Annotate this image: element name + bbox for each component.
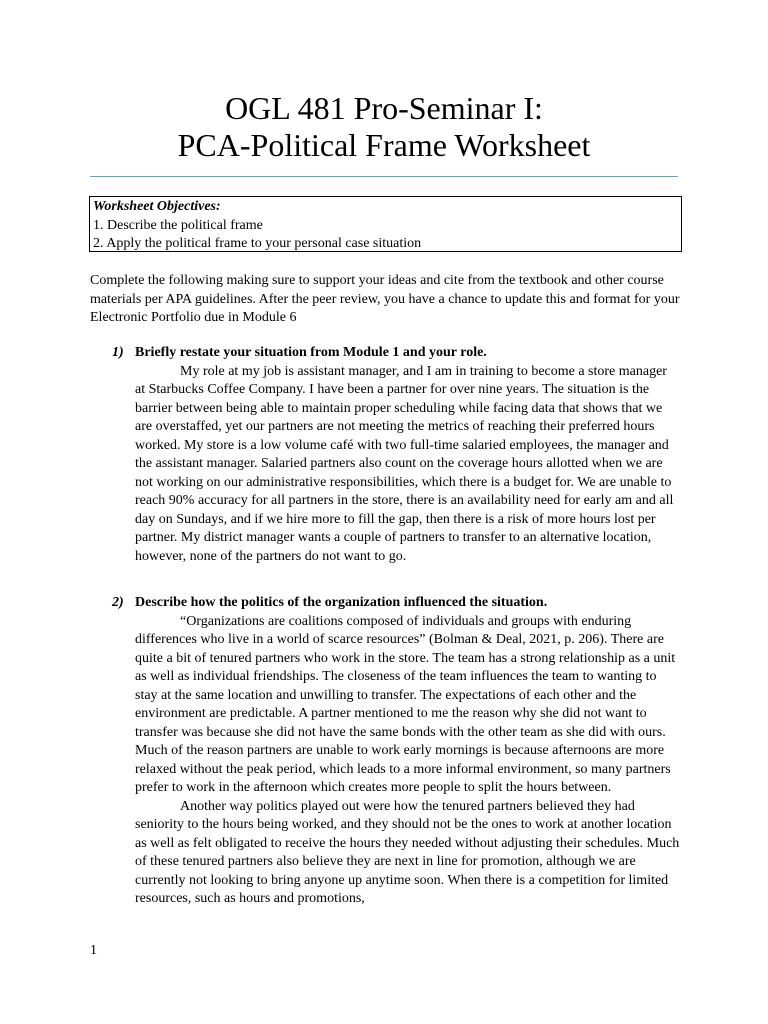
answer-paragraph: My role at my job is assistant manager, and I am in training to become a store manager at Starbucks Coffee Company. I have been a partner for over nine years. The situation is the barrier between being able to maintain proper scheduling while facing data that shows that we are overstaffed, yet our partners are not meeting the metrics of reaching their preferred hours worked. My store is a low volume café with two full-time salaried employees, the manager and the assistant manager. Salaried partners also count on the coverage hours allotted when we are not working on our administrative responsibilities, which there is a budget for. We are unable to reach 90% accuracy for all partners in the store, there is an availability need for early am and all day on Sundays, and if we hire more to fill the gap, then there is a risk of more hours lost per partner. My district manager wants a couple of partners to transfer to an alternative location, however, none of the partners do not want to go. xyxy=(135,363,674,564)
instructions-paragraph: Complete the following making sure to support your ideas and cite from the textbook and other course materials per APA guidelines. After the peer review, you have a chance to update this and format for your Electronic Portfolio due in Module 6 xyxy=(90,273,680,325)
answer-paragraph: Another way politics played out were how the tenured partners believed they had seniority to the hours being worked, and they should not be the ones to work at another location as well as felt obligated to receive the hours they needed without adjusting their schedules. Much of these tenured partners also believe they are next in line for promotion, although we are currently not looking to bring anyone up anytime soon. When there is a competition for limited resources, such as hours and promotions, xyxy=(135,798,680,906)
question-number: 1) xyxy=(112,345,124,360)
question-1 xyxy=(90,344,680,566)
document-title xyxy=(90,90,678,164)
objective-item: 1. Describe the political frame xyxy=(93,217,263,233)
page-number: 1 xyxy=(90,943,97,958)
title-line-1: OGL 481 Pro-Seminar I: xyxy=(225,90,543,126)
answer-paragraph: “Organizations are coalitions composed of individuals and groups with enduring differences who live in a world of scarce resources” (Bolman & Deal, 2021, p. 206). There are quite a bit of tenured partners who work in the store. The team has a strong relationship as a unit as well as individual friendships. The closeness of the team influences the team to wanting to stay at the same location and unwilling to transfer. The expectations of each other and the environment are predictable. A partner mentioned to me the reason why she did not want to transfer was because she did not have the same bonds with the other team as she did with ours. Much of the reason partners are unable to work early mornings is because afternoons are more relaxed without the peak period, which leads to a more informal environment, so many partners prefer to work in the afternoon which creates more people to split the hours between. xyxy=(135,613,676,795)
question-2 xyxy=(90,594,680,909)
worksheet-objectives-box xyxy=(89,196,682,252)
title-line-2: PCA-Political Frame Worksheet xyxy=(177,127,591,163)
question-text: Briefly restate your situation from Module 1 and your role. xyxy=(135,345,487,360)
question-text: Describe how the politics of the organization influenced the situation. xyxy=(135,595,548,610)
title-divider xyxy=(90,176,678,177)
question-number: 2) xyxy=(112,595,124,610)
objective-item: 2. Apply the political frame to your personal case situation xyxy=(93,236,422,251)
objectives-heading: Worksheet Objectives: xyxy=(93,199,221,214)
